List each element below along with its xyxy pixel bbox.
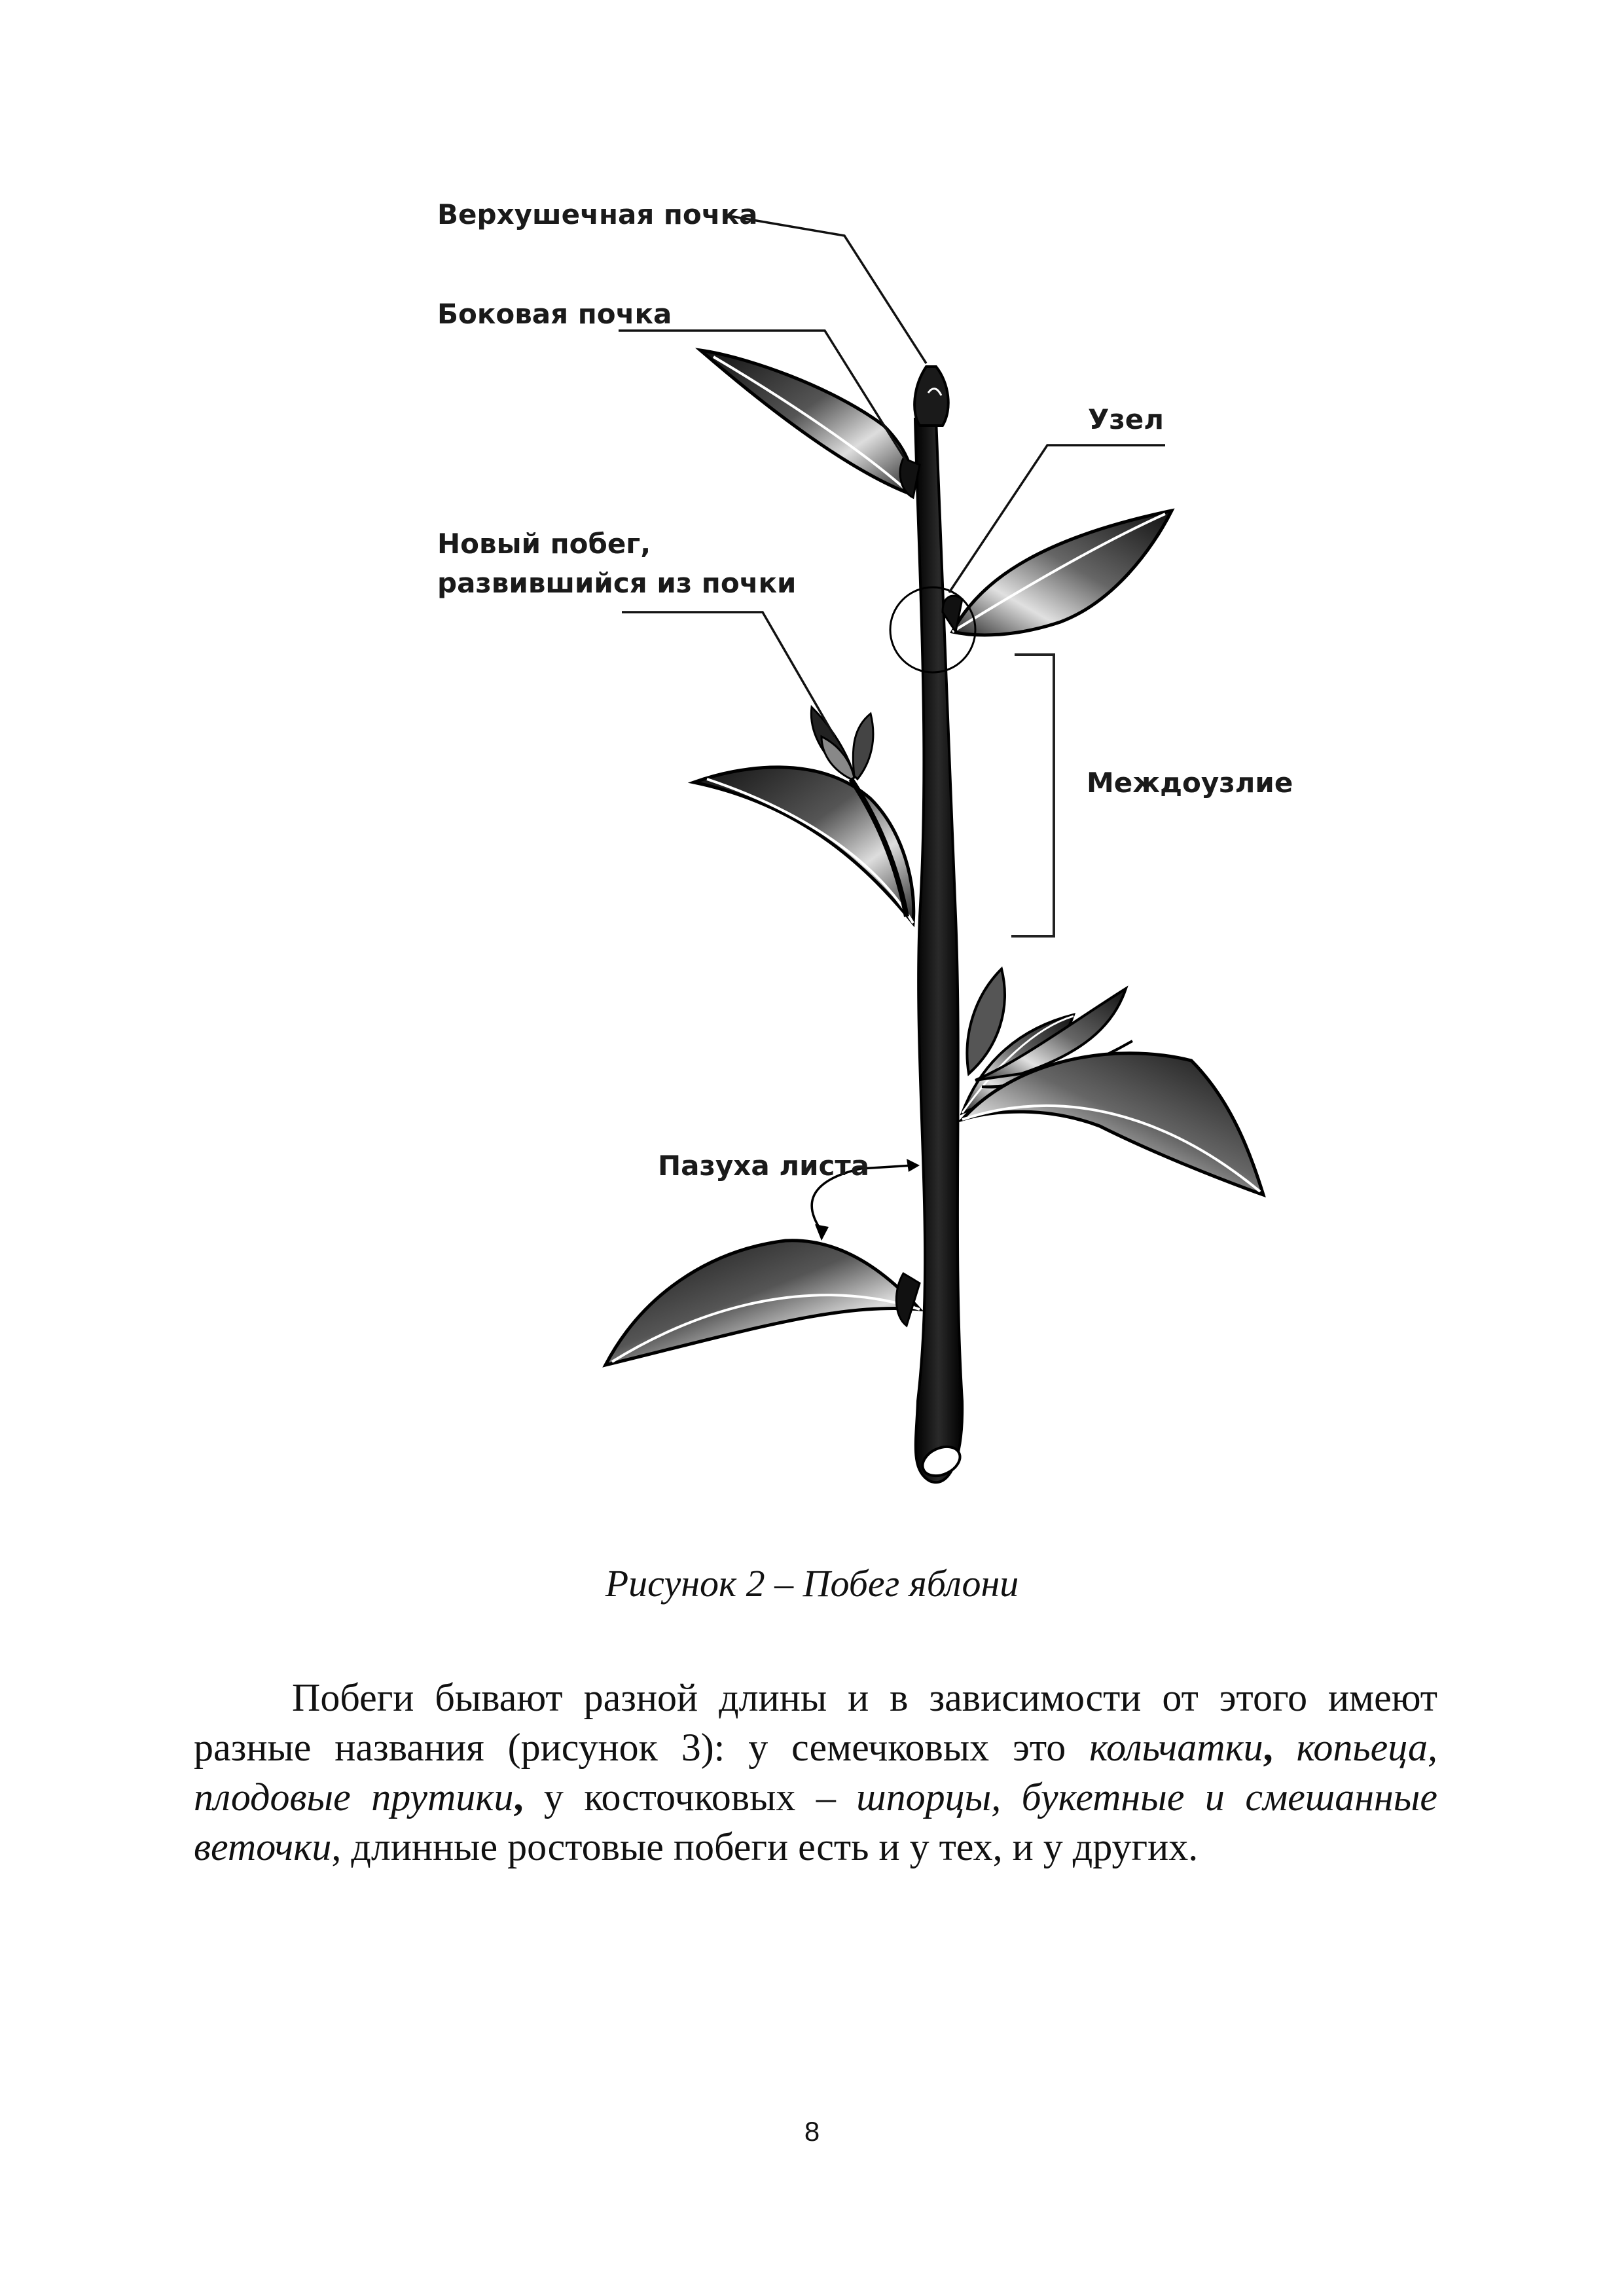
para-text-2	[1273, 1726, 1297, 1769]
para-bold-comma-2: ,	[513, 1776, 524, 1819]
label-node: Узел	[1088, 403, 1164, 435]
para-italic-2: копьеца, плодовые прутики	[194, 1726, 1438, 1819]
para-text-4: , длинные ростовые побеги есть и у тех, и у других.	[331, 1825, 1199, 1868]
leader-new-shoot	[622, 612, 835, 737]
para-italic-3: шпорцы, букетные и смешанные веточки	[194, 1776, 1437, 1868]
page-number: 8	[804, 2116, 820, 2147]
leader-apical-bud	[730, 216, 926, 363]
para-text-1: Побеги бывают разной длины и в зависимости от этого имеют разные названия (рисунок 3): у семечковых это	[194, 1676, 1437, 1769]
new-shoot-buds	[811, 707, 873, 779]
internode-bracket	[1011, 655, 1054, 936]
leaf-bottom-left	[605, 1241, 920, 1365]
leaf-upper-right	[952, 511, 1172, 635]
apical-bud-shape	[914, 367, 948, 426]
leaf-axil-arrowhead-bottom	[815, 1224, 829, 1241]
label-apical-bud: Верхушечная почка	[437, 198, 758, 230]
para-bold-comma-1: ,	[1263, 1726, 1273, 1769]
body-paragraph	[194, 1673, 1437, 1872]
label-new-shoot-line2: развившийся из почки	[437, 567, 797, 599]
label-lateral-bud: Боковая почка	[437, 298, 672, 330]
leaf-middle-left	[694, 767, 914, 923]
label-leaf-axil: Пазуха листа	[658, 1150, 870, 1182]
para-text-3: у косточковых –	[523, 1776, 857, 1819]
label-internode: Междоузлие	[1087, 767, 1293, 799]
figure-caption: Рисунок 2 – Побег яблони	[605, 1562, 1019, 1605]
axil-bud-shape	[896, 1273, 920, 1326]
label-new-shoot-line1: Новый побег,	[437, 528, 651, 560]
para-italic-1: кольчатки	[1089, 1726, 1263, 1769]
